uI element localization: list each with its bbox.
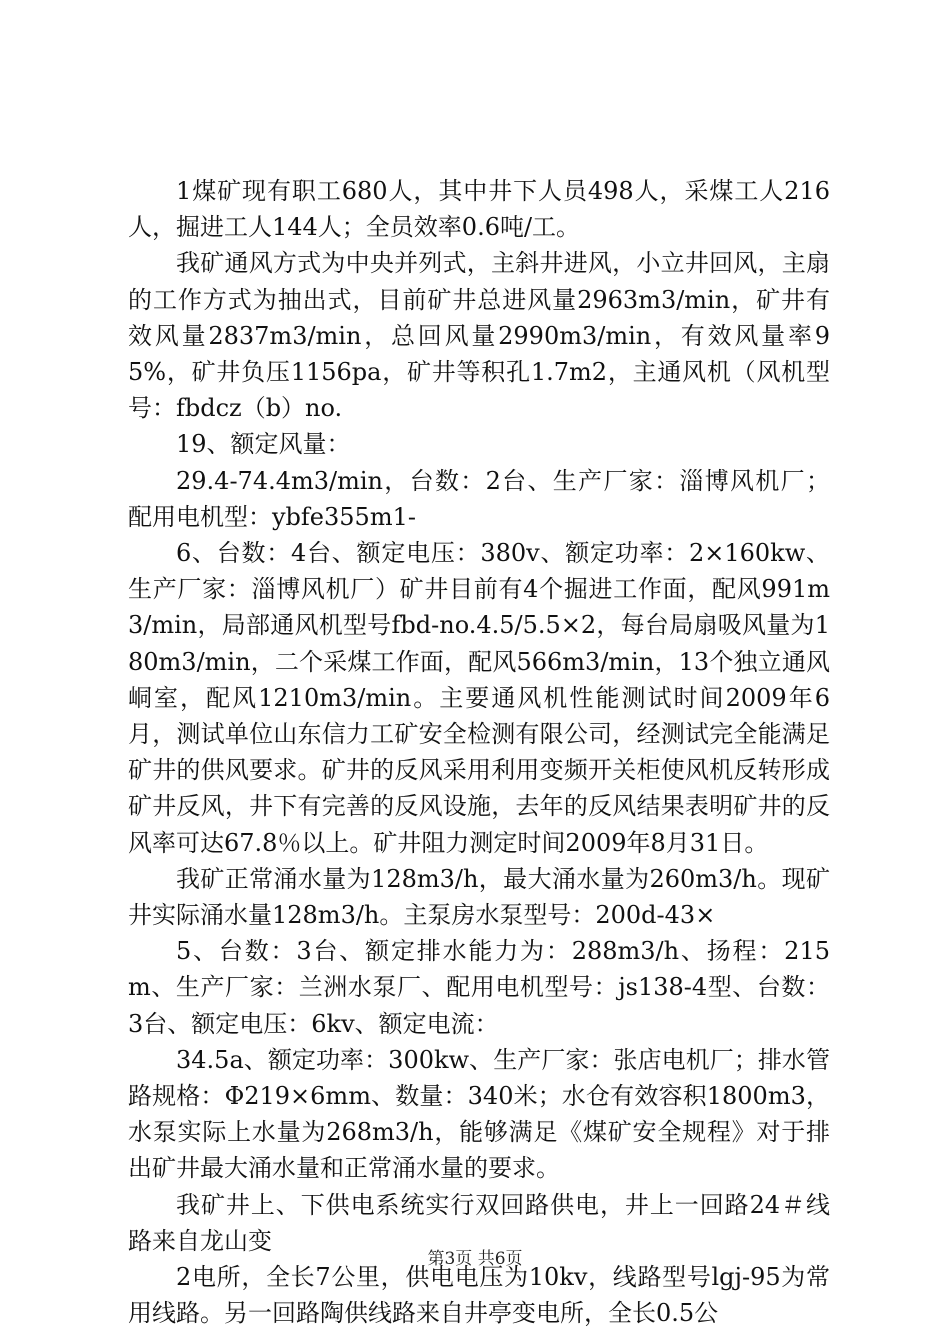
paragraph-ventilation: 我矿通风方式为中央并列式，主斜井进风，小立井回风，主扇的工作方式为抽出式，目前矿井总进风量2963m3/min，矿井有效风量2837m3/min，总回风量2990m3/min，有效风量率95%，矿井负压1156pa，矿井等积孔1.7m2，主通风机（风机型号：fbdcz（b）no. bbox=[128, 249, 830, 423]
paragraph-pump-details: 5、台数：3台、额定排水能力为：288m3/h、扬程：215m、生产厂家：兰洲水泵厂、配用电机型号：js138-4型、台数：3台、额定电压：6kv、额定电流： bbox=[128, 937, 830, 1038]
paragraph-staff: 1煤矿现有职工680人，其中井下人员498人，采煤工人216人，掘进工人144人；全员效率0.6吨/工。 bbox=[128, 177, 830, 242]
paragraph-fan-details: 6、台数：4台、额定电压：380v、额定功率：2×160kw、生产厂家：淄博风机厂）矿井目前有4个掘进工作面，配风991m3/min，局部通风机型号fbd-no.4.5/5.5×2，每台局扇吸风量为180m3/min，二个采煤工作面，配风566m3/min，13个独立通风峒室，配风1210m3/min。主要通风机性能测试时间2009年6月，测试单位山东信力工矿安全检测有限公司，经测试完全能满足矿井的供风要求。矿井的反风采用利用变频开关柜使风机反转形成矿井反风，井下有完善的反风设施，去年的反风结果表明矿井的反风率可达67.8％以上。矿井阻力测定时间2009年8月31日。 bbox=[128, 539, 830, 857]
paragraph-rated-airflow: 19、额定风量： bbox=[176, 430, 351, 459]
body-text bbox=[128, 173, 830, 1332]
paragraph-fan-units: 29.4-74.4m3/min，台数：2台、生产厂家：淄博风机厂；配用电机型：ybfe355m1- bbox=[128, 466, 830, 531]
paragraph-power-supply: 我矿井上、下供电系统实行双回路供电，井上一回路24＃线路来自龙山变 bbox=[128, 1190, 830, 1255]
paragraph-water-inflow: 我矿正常涌水量为128m3/h，最大涌水量为260m3/h。现矿井实际涌水量128m3/h。主泵房水泵型号：200d-43× bbox=[128, 864, 830, 930]
page-number-footer: 第3页 共6页 bbox=[427, 1249, 523, 1269]
paragraph-drainage: 34.5a、额定功率：300kw、生产厂家：张店电机厂；排水管路规格：Φ219×6mm、数量：340米；水仓有效容积1800m3，水泵实际上水量为268m3/h，能够满足《煤矿安全规程》对于排出矿井最大涌水量和正常涌水量的要求。 bbox=[128, 1045, 830, 1183]
paragraph-power-lines: 2电所，全长7公里，供电电压为10kv，线路型号lgj-95为常用线路。另一回路陶供线路来自井亭变电所，全长0.5公 bbox=[128, 1263, 830, 1328]
